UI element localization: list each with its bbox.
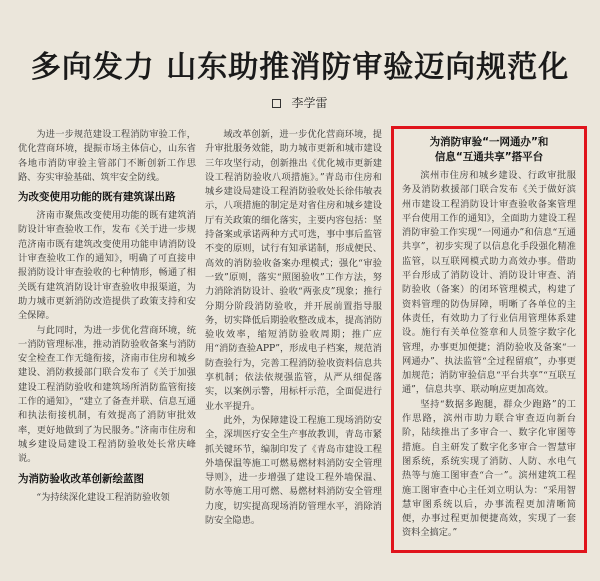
paragraph: 坚持“数据多跑腿，群众少跑路”的工作思路，滨州市助力联合审查迈向新台阶，陆续推出了多审合一、数字化审图等措施。自主研发了数字化多审合一智慧审图系统，系统实现了消防、人防、水电气热等与施工图审查“合一”。滨州建筑工程施工图审查中心主任刘立明认为：“采用智慧审图系统以后，办事流程更加清晰简便，办事过程更加便捷高效，实现了一套资料全搞定。” bbox=[402, 398, 576, 539]
sidebar-title bbox=[402, 135, 576, 165]
highlighted-sidebar-box bbox=[391, 126, 587, 553]
sidebar-title-line: 信息“互通共享”搭平台 bbox=[434, 151, 544, 163]
paragraph: 济南市聚焦改变使用功能的既有建筑消防设计审查验收工作，发布《关于进一步规范济南市既有建筑改变使用功能申请消防设计审查验收工作的通知》，明确了可直接申报消防设计审查验收的七种情形，畅通了相关既有建筑消防设计审查验收申报渠道，为助力城市更新消防改造提供了政策支持和安全保障。 bbox=[18, 210, 196, 322]
paragraph: 与此同时，为进一步优化营商环境，统一消防管理标准，推动消防验收备案与消防安全检查工作无缝衔接，济南市住房和城乡建设、消防救援部门联合发布了《关于加强建设工程消防验收和建筑场所消防监管衔接工作的通知》，“建立了备查并联、信息互通和执法衔接机制，有效提高了消防审批效率，更好地做到了为民服务。”济南市住房和城乡建设局建设工程消防验收处长常庆峰说。 bbox=[18, 324, 196, 465]
author-name: 李学雷 bbox=[291, 96, 328, 110]
article-headline: 多向发力 山东助推消防审验迈向规范化 bbox=[30, 50, 570, 85]
paragraph: “为持续深化建设工程消防验收领 bbox=[36, 491, 170, 503]
sidebar-title-line: 为消防审验“一网通办”和 bbox=[429, 136, 549, 148]
article-column-2 bbox=[205, 128, 382, 573]
byline-square-icon bbox=[272, 99, 281, 108]
article-column-1 bbox=[18, 128, 196, 573]
paragraph: 域改革创新，进一步优化营商环境，提升审批服务效能，助力城市更新和城市建设三年攻坚行动，创新推出《优化城市更新建设工程消防验收八项措施》。”青岛市住房和城乡建设局建设工程消防验收处长徐伟敏表示，八项措施的制定是对省住房和城乡建设厅有关政策的细化落实，主要内容包括：坚持备案或承诺两种方式可选，事中事后监管不变的原则，试行有知承诺制，形成便民、高效的消防验收备案办理模式；强化“审验一致”原则，落实“照图验收”工作方法，努力消除消防设计、验收“两张皮”现象；推行分期分阶段消防验收，并开展前置指导服务，切实降低后期验收整改成本，提高消防验收效率，缩短消防验收周期；推广应用“消防查验APP”，形成电子档案，规范消防查验行为，完善工程消防验收资料信息共享机制；依法依规强监管，从严从细促落实，以案例示警，用标杆示范，全面促进行业水平提升。 bbox=[205, 129, 382, 412]
section-subhead: 为改变使用功能的既有建筑谋出路 bbox=[18, 191, 176, 204]
section-subhead: 为消防验收改革创新绘蓝图 bbox=[18, 472, 144, 485]
article-byline bbox=[0, 94, 600, 111]
paragraph: 为进一步规范建设工程消防审验工作，优化营商环境，提振市场主体信心，山东省各地市消防审验主管部门不断创新工作思路、夯实审验基础、筑牢安全防线。 bbox=[18, 129, 196, 183]
paragraph: 此外，为保障建设工程施工现场消防安全，深圳医疗安全生产事故教训，青岛市紧抓关键环节，编制印发了《青岛市建设工程外墙保温等施工可燃易燃材料消防安全管理导则》，进一步增强了建设工程外墙保温、防水等施工用可燃、易燃材料消防安全管理力度，切实提高现场消防管理水平，消除消防安全隐患。 bbox=[205, 414, 382, 527]
paragraph: 滨州市住房和城乡建设、行政审批服务及消防救援部门联合发布《关于做好滨州市建设工程消防设计审查验收备案管理平台使用工作的通知》，全面助力建设工程消防审验工作实现“一网通办”和信息“互通共享”，初步实现了以信息化手段强化精准监管，以互联网模式助力高效办事。借助平台形成了消防设计、消防设计审查、消防验收（备案）的闭环管理模式，构建了资料管理的防伪屏障，明晰了各单位的主体责任，有效助力了行业信用管理体系建设。施行有关单位签章和人员签字数字化管理，办事更加便捷；消防验收及备案“一网通办”、执法监管“全过程留痕”，办事更加规范；消防审验信息“平台共享”“互联互通”，信息共享、联动响应更加高效。 bbox=[402, 170, 576, 396]
sidebar-body bbox=[402, 169, 576, 541]
